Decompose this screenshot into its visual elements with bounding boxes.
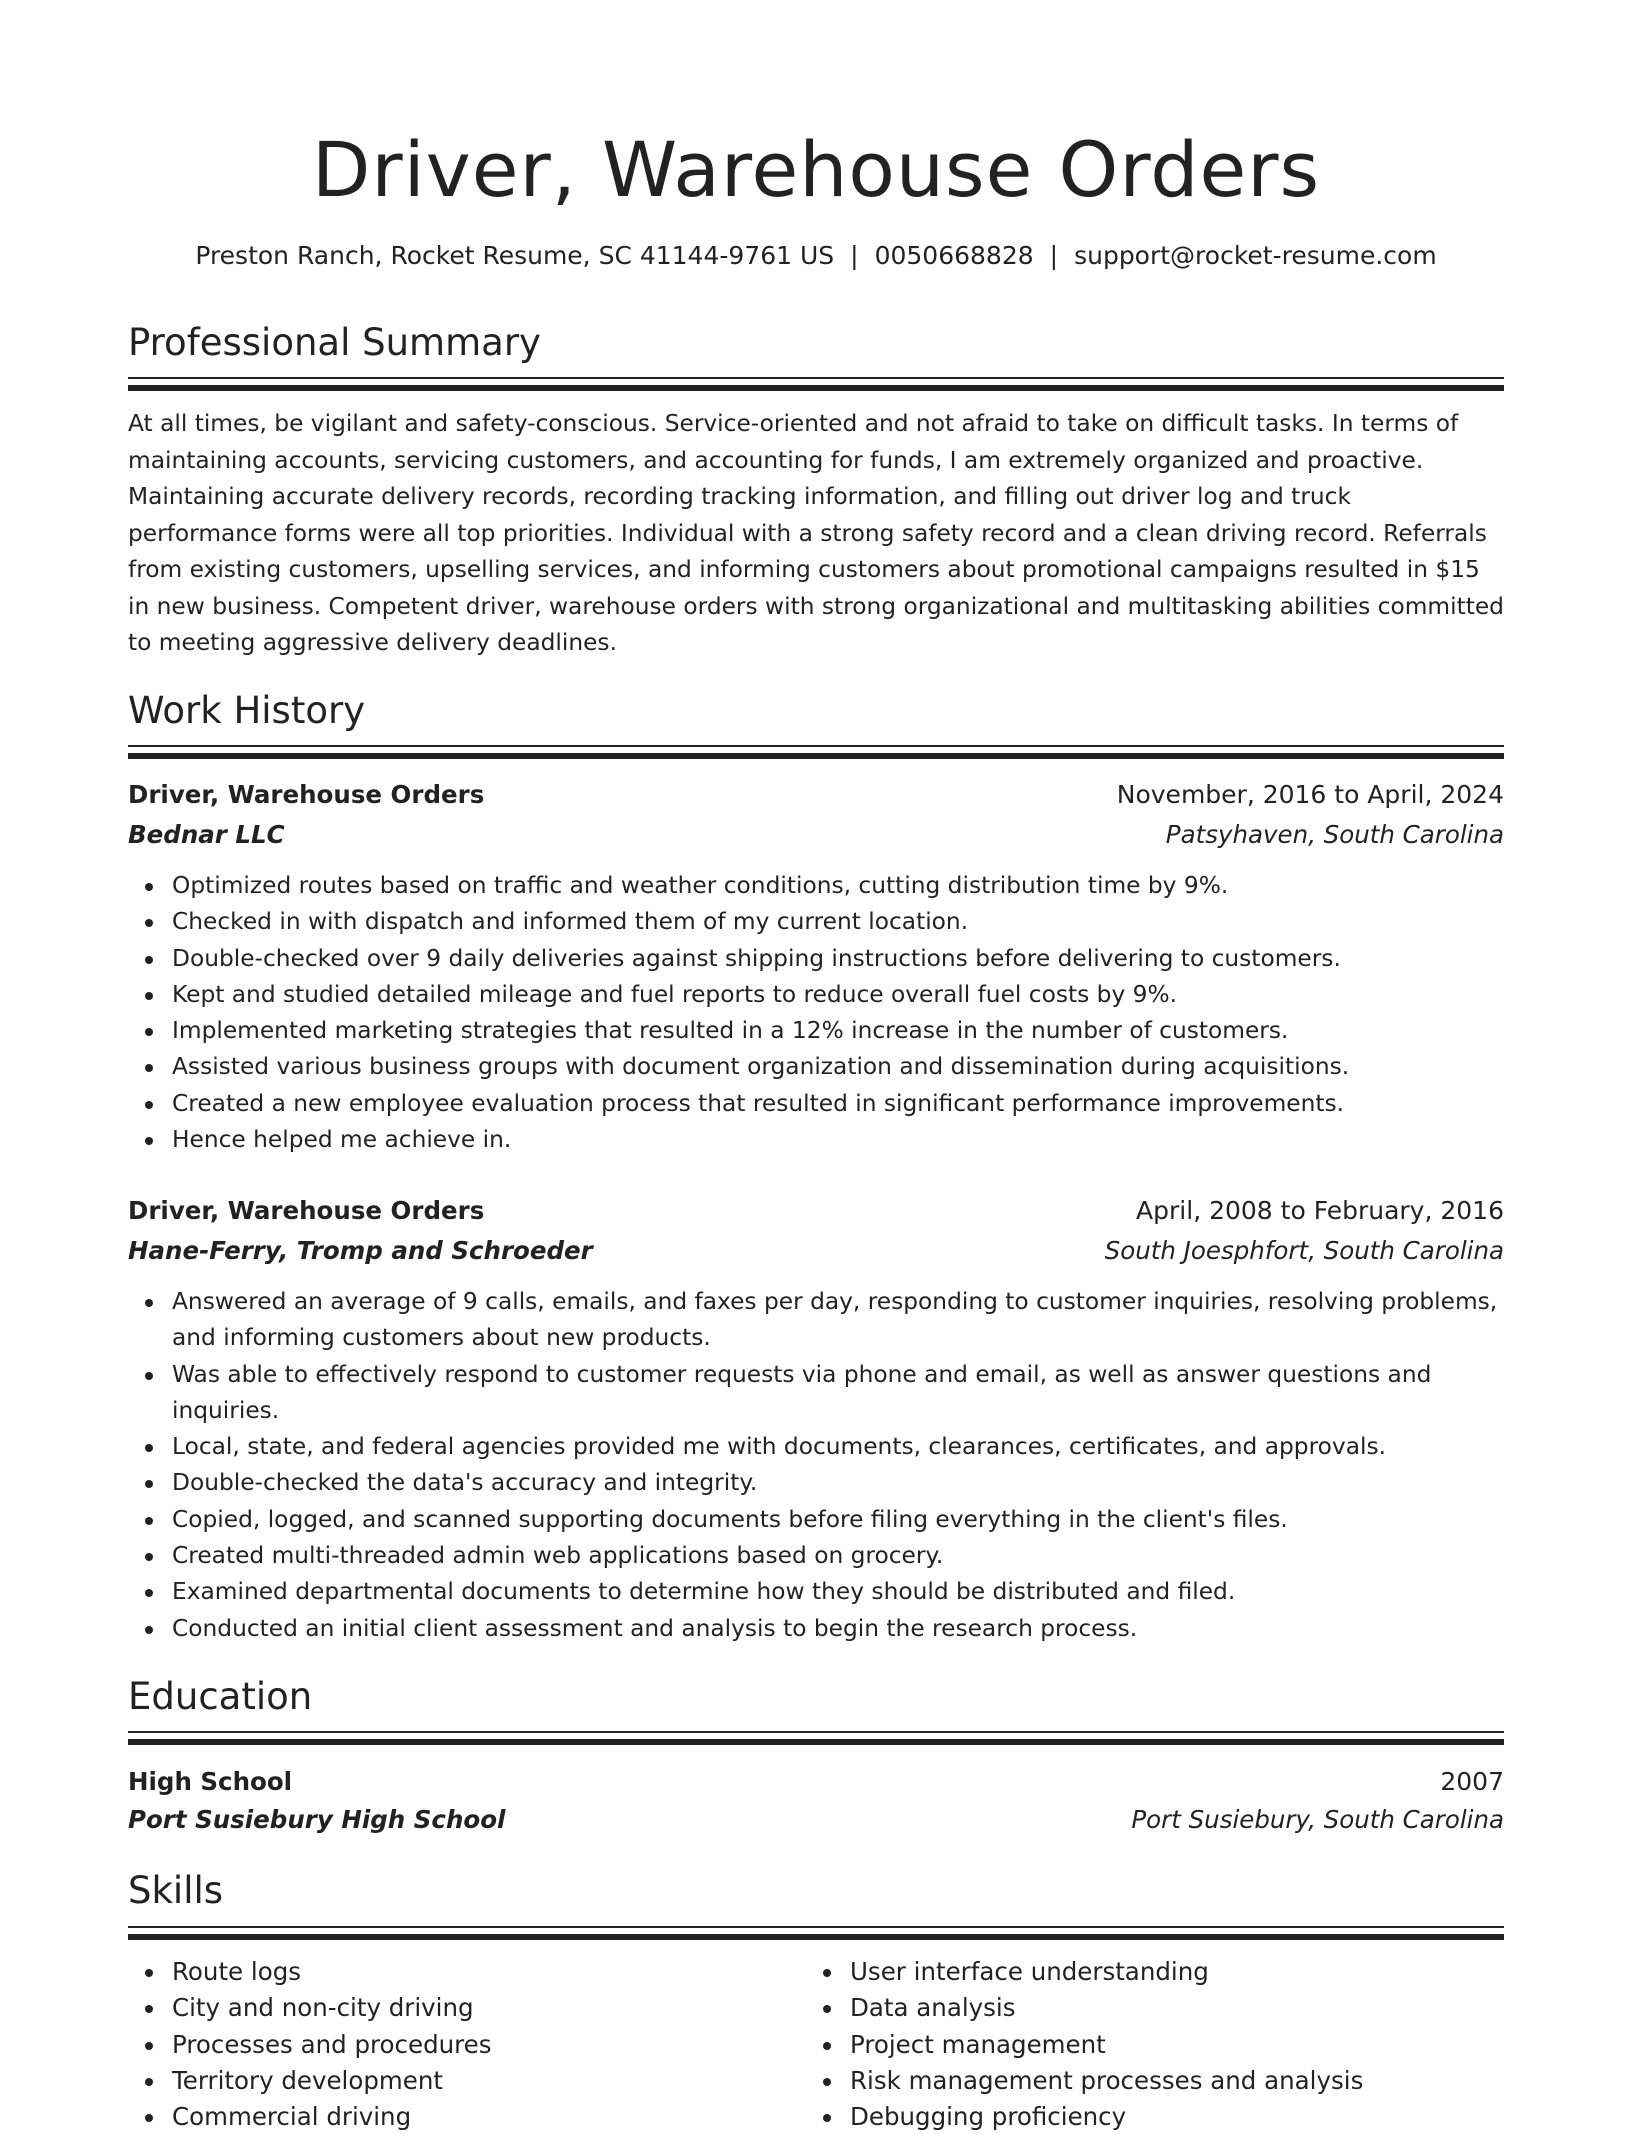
skill-item: Project management — [850, 2027, 1466, 2063]
job-company: Hane-Ferry, Tromp and Schroeder — [128, 1235, 593, 1265]
education-heading: Education — [128, 1675, 313, 1718]
contact-address: Preston Ranch, Rocket Resume, SC 41144-9761 US — [195, 241, 835, 270]
work-history-heading: Work History — [128, 689, 366, 732]
job-company: Bednar LLC — [128, 819, 285, 849]
list-item: Checked in with dispatch and informed them of my current location. — [172, 904, 1504, 940]
contact-separator: | — [1049, 241, 1059, 270]
list-item: Created a new employee evaluation process that resulted in significant performance improvements. — [172, 1086, 1504, 1122]
job-company-row — [128, 815, 1504, 853]
education-year: 2007 — [1440, 1766, 1504, 1796]
section-divider — [128, 377, 1504, 391]
skills-heading: Skills — [128, 1869, 224, 1912]
job-title: Driver, Warehouse Orders — [128, 779, 485, 809]
list-item: Was able to effectively respond to customer requests via phone and email, as well as answer questions and inquiries. — [172, 1357, 1504, 1430]
list-item: Conducted an initial client assessment and analysis to begin the research process. — [172, 1611, 1504, 1647]
job-location: Patsyhaven, South Carolina — [1165, 819, 1504, 849]
list-item: Hence helped me achieve in. — [172, 1122, 1504, 1158]
skills-list-right — [806, 1954, 1466, 2135]
skill-item: Processes and procedures — [172, 2027, 788, 2063]
contact-line — [128, 236, 1504, 276]
section-divider — [128, 745, 1504, 759]
education-location: Port Susiebury, South Carolina — [1131, 1804, 1504, 1834]
education-degree: High School — [128, 1766, 293, 1796]
list-item: Double-checked the data's accuracy and integrity. — [172, 1465, 1504, 1501]
education-school: Port Susiebury High School — [128, 1804, 506, 1834]
job-header — [128, 1191, 1504, 1229]
skill-item: Risk management processes and analysis — [850, 2063, 1466, 2099]
list-item: Kept and studied detailed mileage and fuel reports to reduce overall fuel costs by 9%. — [172, 977, 1504, 1013]
job-duties-list — [128, 1284, 1504, 1647]
list-item: Implemented marketing strategies that resulted in a 12% increase in the number of customers. — [172, 1013, 1504, 1049]
contact-email: support@rocket-resume.com — [1074, 241, 1437, 270]
skill-item: Data analysis — [850, 1990, 1466, 2026]
job-header — [128, 775, 1504, 813]
job-location: South Joesphfort, South Carolina — [1104, 1235, 1504, 1265]
list-item: Created multi-threaded admin web applications based on grocery. — [172, 1538, 1504, 1574]
list-item: Local, state, and federal agencies provided me with documents, clearances, certificates, and approvals. — [172, 1429, 1504, 1465]
section-divider — [128, 1926, 1504, 1940]
contact-phone: 0050668828 — [874, 241, 1034, 270]
skill-item: User interface understanding — [850, 1954, 1466, 1990]
list-item: Optimized routes based on traffic and weather conditions, cutting distribution time by 9%. — [172, 868, 1504, 904]
list-item: Double-checked over 9 daily deliveries against shipping instructions before delivering to customers. — [172, 941, 1504, 977]
list-item: Copied, logged, and scanned supporting documents before filing everything in the client's files. — [172, 1502, 1504, 1538]
list-item: Examined departmental documents to determine how they should be distributed and filed. — [172, 1574, 1504, 1610]
resume-title: Driver, Warehouse Orders — [311, 125, 1321, 214]
job-company-row — [128, 1231, 1504, 1269]
job-duties-list — [128, 868, 1504, 1158]
list-item: Assisted various business groups with document organization and dissemination during acquisitions. — [172, 1049, 1504, 1085]
skill-item: City and non-city driving — [172, 1990, 788, 2026]
job-dates: April, 2008 to February, 2016 — [1136, 1195, 1504, 1225]
job-dates: November, 2016 to April, 2024 — [1116, 779, 1504, 809]
education-school-row — [128, 1800, 1504, 1838]
skills-list-left — [128, 1954, 788, 2135]
skill-item: Route logs — [172, 1954, 788, 1990]
skill-item: Debugging proficiency — [850, 2099, 1466, 2135]
section-divider — [128, 1731, 1504, 1745]
list-item: Answered an average of 9 calls, emails, and faxes per day, responding to customer inquiries, resolving problems, and informing customers about new products. — [172, 1284, 1504, 1357]
summary-heading: Professional Summary — [128, 321, 541, 364]
contact-separator: | — [850, 241, 859, 270]
education-header — [128, 1762, 1504, 1800]
skill-item: Territory development — [172, 2063, 788, 2099]
summary-text: At all times, be vigilant and safety-conscious. Service-oriented and not afraid to take on difficult tasks. In terms of maintaining accounts, servicing customers, and accounting for funds, I am extremely organized and proactive. Maintaining accurate delivery records, recording tracking information, and filling out driver log and truck performance forms were all top priorities. Individual with a strong safety record and a clean driving record. Referrals from existing customers, upselling services, and informing customers about promotional campaigns resulted in $15 in new business. Competent driver, warehouse orders with strong organizational and multitasking abilities committed to meeting aggressive delivery deadlines. — [128, 410, 1504, 656]
skill-item: Commercial driving — [172, 2099, 788, 2135]
job-title: Driver, Warehouse Orders — [128, 1195, 485, 1225]
